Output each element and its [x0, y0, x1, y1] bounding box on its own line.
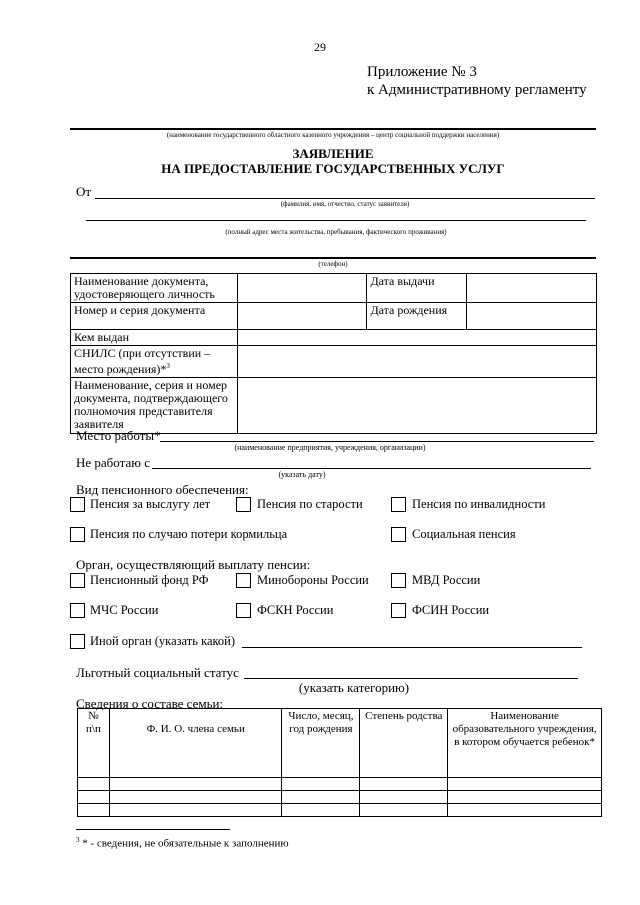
- option-pension-age: Пенсия по старости: [257, 497, 363, 511]
- title-line2: НА ПРЕДОСТАВЛЕНИЕ ГОСУДАРСТВЕННЫХ УСЛУГ: [161, 161, 505, 176]
- option-payer-mchs: МЧС России: [90, 603, 159, 617]
- checkbox-payer-mod[interactable]: [236, 573, 251, 588]
- doc-table: [70, 273, 597, 434]
- series-number-label: Номер и серия документа: [71, 303, 238, 330]
- issue-date-value[interactable]: [467, 274, 597, 303]
- family-col-relation: Степень родства: [360, 709, 448, 778]
- page-number: 29: [314, 40, 326, 54]
- birth-date-label: Дата рождения: [367, 303, 467, 330]
- work-caption: (наименование предприятия, учреждения, организации): [234, 443, 426, 452]
- address-field[interactable]: [86, 220, 586, 221]
- checkbox-payer-fskn[interactable]: [236, 603, 251, 618]
- checkbox-pension-disability[interactable]: [391, 497, 406, 512]
- option-payer-pfr: Пенсионный фонд РФ: [90, 573, 209, 587]
- footnote-separator: [76, 829, 230, 830]
- checkbox-pension-service[interactable]: [70, 497, 85, 512]
- family-row: [78, 791, 602, 804]
- family-cell[interactable]: [78, 804, 110, 817]
- option-payer-other: Иной орган (указать какой): [90, 634, 236, 648]
- option-payer-fsin: ФСИН России: [412, 603, 490, 617]
- title-line1: ЗАЯВЛЕНИЕ: [292, 146, 374, 161]
- id-doc-name-value[interactable]: [237, 274, 367, 303]
- family-cell[interactable]: [109, 804, 282, 817]
- checkbox-payer-pfr[interactable]: [70, 573, 85, 588]
- not-working-field[interactable]: [152, 468, 591, 469]
- checkbox-payer-mchs[interactable]: [70, 603, 85, 618]
- checkbox-pension-age[interactable]: [236, 497, 251, 512]
- issued-by-label: Кем выдан: [71, 330, 238, 346]
- family-cell[interactable]: [448, 778, 602, 791]
- rep-doc-value[interactable]: [237, 378, 596, 434]
- family-heading: Сведения о составе семьи:: [76, 696, 224, 711]
- checkbox-pension-survivor[interactable]: [70, 527, 85, 542]
- option-pension-survivor: Пенсия по случаю потери кормильца: [90, 527, 288, 541]
- snils-label: [71, 346, 238, 378]
- snils-text: СНИЛС (при отсутствии – место рождения)*: [74, 346, 211, 376]
- family-col-number: № п\п: [78, 709, 110, 778]
- appendix-line2: к Административному регламенту: [367, 82, 587, 98]
- family-cell[interactable]: [448, 791, 602, 804]
- checkbox-payer-mvd[interactable]: [391, 573, 406, 588]
- option-pension-service: Пенсия за выслугу лет: [90, 497, 211, 511]
- phone-caption: (телефон): [318, 260, 348, 268]
- family-row: [78, 778, 602, 791]
- family-table: [77, 708, 602, 817]
- from-name-field[interactable]: [95, 198, 595, 199]
- family-cell[interactable]: [109, 778, 282, 791]
- date-caption: (указать дату): [278, 470, 326, 479]
- family-col-school: Наименование образовательного учреждения, в котором обучается ребенок*: [448, 709, 602, 778]
- phone-field[interactable]: [70, 257, 596, 259]
- family-cell[interactable]: [282, 804, 360, 817]
- option-pension-disability: Пенсия по инвалидности: [412, 497, 546, 511]
- option-payer-mvd: МВД России: [412, 573, 481, 587]
- footnote-text: * - сведения, не обязательные к заполнению: [79, 837, 289, 850]
- appendix-header: [367, 63, 587, 99]
- series-number-value[interactable]: [237, 303, 367, 330]
- family-cell[interactable]: [78, 791, 110, 804]
- social-status-label: Льготный социальный статус: [76, 665, 239, 680]
- option-pension-social: Социальная пенсия: [412, 527, 516, 541]
- family-cell[interactable]: [360, 778, 448, 791]
- footnote: [76, 836, 289, 850]
- family-cell[interactable]: [448, 804, 602, 817]
- work-field[interactable]: [160, 441, 594, 442]
- snils-sup: 3: [166, 362, 170, 370]
- family-cell[interactable]: [360, 804, 448, 817]
- family-col-birth: Число, месяц, год рождения: [282, 709, 360, 778]
- birth-date-value[interactable]: [467, 303, 597, 330]
- footnote-sup: 3: [76, 836, 80, 844]
- issued-by-value[interactable]: [237, 330, 596, 346]
- family-col-name: Ф. И. О. члена семьи: [109, 709, 282, 778]
- family-cell[interactable]: [78, 778, 110, 791]
- address-caption: (полный адрес места жительства, пребывания, фактического проживания): [225, 228, 447, 236]
- family-cell[interactable]: [282, 791, 360, 804]
- org-caption: (наименование государственного областного казенного учреждения – центр социальной поддержки населения): [166, 131, 500, 139]
- social-status-caption: (указать категорию): [298, 680, 410, 695]
- appendix-line1: Приложение № 3: [367, 64, 477, 80]
- snils-value[interactable]: [237, 346, 596, 378]
- option-payer-mod: Минобороны России: [257, 573, 369, 587]
- not-working-label: Не работаю с: [76, 455, 150, 470]
- option-payer-fskn: ФСКН России: [257, 603, 334, 617]
- checkbox-payer-other[interactable]: [70, 634, 85, 649]
- org-line: [70, 128, 596, 130]
- from-name-caption: (фамилия, имя, отчество, статус заявителя): [280, 200, 410, 208]
- payer-heading: Орган, осуществляющий выплату пенсии:: [76, 557, 311, 572]
- rep-doc-label: Наименование, серия и номер документа, подтверждающего полномочия представителя заявителя: [71, 378, 238, 434]
- work-label: Место работы*: [76, 428, 161, 443]
- social-status-field[interactable]: [244, 678, 578, 679]
- payer-other-field[interactable]: [242, 647, 582, 648]
- family-cell[interactable]: [282, 778, 360, 791]
- issue-date-label: Дата выдачи: [367, 274, 467, 303]
- from-label: От: [76, 184, 92, 199]
- pension-type-heading: Вид пенсионного обеспечения:: [76, 482, 249, 497]
- family-row: [78, 804, 602, 817]
- family-cell[interactable]: [109, 791, 282, 804]
- family-cell[interactable]: [360, 791, 448, 804]
- checkbox-pension-social[interactable]: [391, 527, 406, 542]
- checkbox-payer-fsin[interactable]: [391, 603, 406, 618]
- id-doc-name-label: Наименование документа, удостоверяющего личность: [71, 274, 238, 303]
- form-title: [70, 146, 596, 176]
